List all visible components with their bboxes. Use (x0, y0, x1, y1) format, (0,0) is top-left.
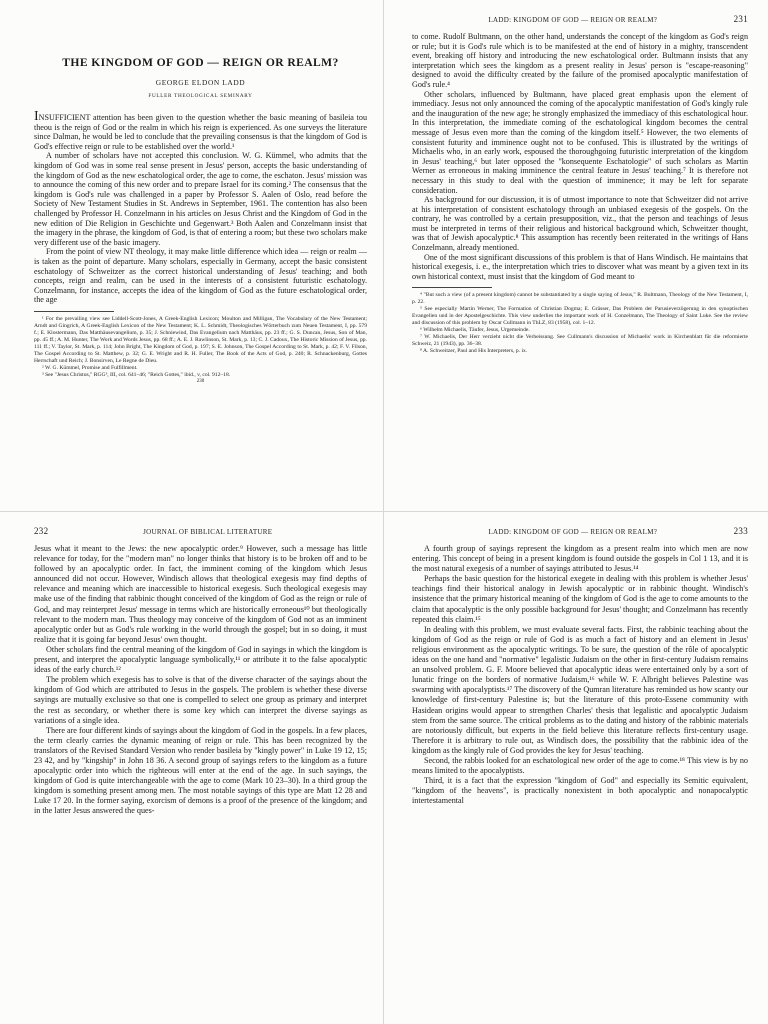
footnote: ⁸ A. Schweitzer, Paul and His Interpreters, p. ix. (420, 348, 528, 355)
paragraph: INSUFFICIENT attention has been given to the question whether the basic meaning of basileia tou theou is the reign of God or the realm in which his reign is experienced. As one surveys the literature since Dalman, he would be led to conclude that the prevailing consensus is that the kingdom of God is God's effective reign or rule to be established over the world.¹ (34, 109, 367, 151)
footnote: ¹ For the prevailing view see Liddell-Scott-Jones, A Greek-English Lexicon; Moulton and Milligan, The Vocabulary of the New Testament; Arndt and Gingrich, A Greek-English Lexicon of the New Testament; K. L. Schmidt, Theologisches Wörterbuch zum Neuen Testament, I, pp. 579 f.; E. Klostermann, Das Matthäusevangelium, p. 35; J. Schniewind, Das Evangelium nach Matthäus, pp. 23 ff.; G. S. Duncan, Jesus, Son of Man, pp. 45 ff.; A. M. Hunter, The Work and Words Jesus, pp. 68 ff.; A. E. J. Rawlinson, St. Mark, p. 13; C. J. Cadoux, The Historic Mission of Jesus, pp. 111 ff.; V. Taylor, St. Mark, p. 114; John Bright, The Kingdom of God, p. 197; S. E. Johnson, The Gospel According to St. Mark, p. 42; F. V. Filson, The Gospel According to St. Matthew, p. 32; G. E. Wright and R. H. Fuller, The Book of the Acts of God, p. 240; R. Schnackenburg, Gottes Herrschaft und Reich; J. Bonsirven, Le Regne de Dieu. (34, 315, 367, 364)
footnotes (34, 316, 367, 379)
article-title: THE KINGDOM OF GOD — REIGN OR REALM? (62, 56, 339, 69)
body-text (34, 544, 367, 817)
running-head-title: LADD: KINGDOM OF GOD — REIGN OR REALM? (488, 528, 658, 536)
paragraph: The problem which exegesis has to solve is that of the diverse character of the sayings about the kingdom of God which are attributed to Jesus in the gospels. The problem is whether these diverse sayings are mutually exclusive so that one is compelled to select one group as primary and interpret the rest as secondary, or whether there is some key which can interpret the diverse sayings as variations of a single idea. (34, 675, 367, 725)
paragraph: A number of scholars have not accepted this conclusion. W. G. Kümmel, who admits that the kingdom of God was in some real sense present in Jesus' person, accepts the basic understanding of the kingdom of God as the new eschatological order, the age to come, the eschaton. Jesus' mission was to announce the coming of this new order and to prepare Israel for its coming.² The consensus that the kingdom is God's rule was challenged in a paper by Professor S. Aalen of Oslo, read before the Society of New Testament Studies in St. Andrews in September, 1961. The contention has also been challenged by Professor H. Conzelmann in his articles on Jesus Christ and the Kingdom of God in the new edition of Die Religion in Geschichte und Gegenwart.³ Both Aalen and Conzelmann insist that the imagery in the phrase, the kingdom of God, is that of entering a room; but these two scholars make very different use of the basic imagery. (34, 151, 367, 247)
footnotes (412, 292, 748, 355)
footnote: ² W. G. Kümmel, Promise and Fulfillment. (42, 364, 138, 371)
folio: 230 (196, 379, 205, 385)
page-231 (384, 0, 768, 512)
body-text (412, 544, 748, 806)
paragraph: From the point of view NT theology, it may make little difference which idea — reign or realm — is taken as the point of departure. Many scholars, especially in Germany, accept the basic consistent eschatology of Schweitzer as the correct historical understanding of Jesus' teaching; and both concepts, reign and realm, can be used in the interests of a consistent futuristic eschatology. Conzelmann, for instance, accepts the idea of the kingdom of God as the future eschatological order, the age (34, 247, 367, 305)
article-author: GEORGE ELDON LADD (155, 78, 246, 87)
page-number: 232 (34, 526, 49, 536)
running-head (412, 14, 748, 26)
paragraph: Perhaps the basic question for the historical exegete in dealing with this problem is whether Jesus' teachings find their historical analogy in Jewish apocalyptic or in rabbinic thought. Windisch's insistence that the primary historical meaning of the kingdom of God is the age to come amounts to the claim that apocalyptic is the only possible background for Jesus' thought; and Conzelmann has recently repeated this claim.¹⁵ (412, 574, 748, 624)
paragraph: Third, it is a fact that the expression "kingdom of God" and especially its Semitic equivalent, "kingdom of the heavens", is practically nonexistent in both apocalyptic and nonapocalyptic intertestamental (412, 776, 748, 806)
paragraph: One of the most significant discussions of this problem is that of Hans Windisch. He maintains that historical exegesis, i. e., the interpretation which tries to discover what was meant by a given text in its own historical context, must insist that the kingdom of God meant to (412, 252, 748, 281)
footnote-rule (34, 311, 114, 312)
paragraph: Second, the rabbis looked for an eschatological new order of the age to come.¹⁸ This view is by no means limited to the apocalyptists. (412, 755, 748, 776)
running-head (412, 526, 748, 538)
paragraph: There are four different kinds of sayings about the kingdom of God in the gospels. In a few places, the term clearly carries the dynamic meaning of reign or rule. This has been recognized by the translators of the Revised Standard Version who render basileia by "kingly power" in Luke 19 12, 15; 23 42, and by "kingship" in John 18 36. A second group of sayings refers to the kingdom as a future apocalyptic order into which the righteous will enter at the end of the age. In such sayings, the kingdom of God is quite interchangeable with the age to come (Mark 10 23–30). In a third group the kingdom is something present among men. The most notable sayings of this type are Matt 12 28 and Luke 17 20. In the former saying, exorcism of demons is a proof of the presence of the kingdom; and in the latter Jesus answered the ques- (34, 725, 367, 816)
footnote: ⁵ See especially Martin Werner, The Formation of Christian Dogma; E. Grässer, Das Problem der Parusieverzögerung in den synoptischen Evangelien und in der Apostelgeschichte. This view underlies the important work of H. Conzelmann, The Theology of Saint Luke. See the review and discussion of this problem by Oscar Cullmann in ThLZ, 83 (1958), col. 1–12. (412, 306, 748, 327)
footnote: ³ See "Jesus Christus," RGG³, III, col. 641–46; "Reich Gottes," ibid., v, col. 912–18. (42, 371, 231, 378)
running-head (34, 526, 367, 538)
paragraph: Jesus what it meant to the Jews: the new apocalyptic order.⁹ However, such a message has little relevance for today, for the "modern man" no longer thinks that history is to be broken off and to be followed by an apocalyptic order. In fact, the imminent coming of the kingdom which Jesus announced did not occur. However, Windisch allows that theological exegesis may find depths of relevance and meaning which are inaccessible to historical exegesis. Such theological exegesis may make use of the finding that rabbinic thought conceived of the kingdom of God as the reign or rule of God, and may reinterpret Jesus' message in terms which are historically erroneous¹⁰ but theologically relevant to the modern man. Thus theology may conceive of the kingdom of God not as an imminent apocalyptic order but as God's rule working in the world through the gospel; but in so doing, it must realize that it is going far beyond Jesus' own thought. (34, 544, 367, 644)
running-head-title: LADD: KINGDOM OF GOD — REIGN OR REALM? (488, 16, 658, 24)
paragraph: Other scholars find the central meaning of the kingdom of God in sayings in which the kingdom is present, and interpret the apocalyptic language symbolically,¹¹ or attribute it to the false apocalyptic ideas of the early church.¹² (34, 644, 367, 675)
running-head-title: JOURNAL OF BIBLICAL LITERATURE (143, 528, 273, 536)
paragraph: A fourth group of sayings represent the kingdom as a present realm into which men are now entering. This concept of being in a present kingdom is found outside the gospels in Col 1 13, and it is the most natural exegesis of a number of sayings attributed to Jesus.¹⁴ (412, 544, 748, 574)
body-text (412, 32, 748, 281)
page-233 (384, 512, 768, 1024)
page-number: 231 (733, 14, 748, 24)
paragraph: In dealing with this problem, we must evaluate several facts. First, the rabbinic teaching about the kingdom of God as the reign or rule of God is as much a fact of history and an element in Jesus' religious environment as the apocalyptic writings. To be sure, the question of the rôle of apocalyptic ideas on the one hand and "normative" legalistic Judaism on the other in first-century Judaism remains an unsolved problem. G. F. Moore believed that apocalyptic ideas were entertained only by a sort of lunatic fringe on the borders of normative Judaism,¹⁶ while W. F. Albright believes Palestine was swarming with apocalyptists.¹⁷ The discovery of the Qumran literature has reminded us how scanty our knowledge of first-century Palestine is; but the literature of this proto-Essene community with Hasidean origins would appear to strengthen Charles' thesis that legalistic and apocalyptic Judaism stem from the same source. The critical problems as to the dating and history of the rabbinic materials are notoriously difficult, but experts in the field believe this literature reflects first-century usage. Therefore it is arbitrary to rule out, as Windisch does, the possibility that the rabbinic idea of the kingdom as the kingly rule of God provides the key for Jesus' teaching. (412, 624, 748, 755)
footnote: ⁶ Wilhelm Michaelis, Täufer, Jesus, Urgemeinde. (420, 327, 530, 334)
footnote: ⁷ W. Michaelis, Der Herr verzieht nicht die Verheissung. See Cullmann's discussion of Michaelis' work in Kirchenblatt für die reformierte Schweiz, 21 (1943), pp. 36–38. (412, 334, 748, 348)
article-affiliation: FULLER THEOLOGICAL SEMINARY (148, 93, 253, 99)
footnote-rule (412, 287, 492, 288)
paragraph: Other scholars, influenced by Bultmann, have placed great emphasis upon the element of immediacy. Jesus not only announced the coming of the apocalyptic manifestation of God's kingly rule and the inauguration of the new age; he strongly emphasized the immediacy of this eschatological hour. In this interpretation, the immediate coming of the eschatological kingdom becomes the central message of Jesus even more than the coming of the kingdom itself.⁵ However, the two elements of consistent futurity and imminence ought not to be confused. This is illustrated by the writings of Michaelis who, in an early work, espoused the thoroughgoing futuristic interpretation of the kingdom in Jesus' teaching,⁶ but later opposed the "konsequente Eschatologie" of such scholars as Martin Werner as erroneous in making imminence the central feature in Jesus' teaching.⁷ It is therefore not necessary in this study to deal with the question of imminence; it may be left for separate consideration. (412, 89, 748, 195)
page-230 (0, 0, 384, 512)
footnote: ⁴ "But such a view (of a present kingdom) cannot be substantiated by a single saying of Jesus," R. Bultmann, Theology of the New Testament, I, p. 22. (412, 292, 748, 306)
paragraph: As background for our discussion, it is of utmost importance to note that Schweitzer did not arrive at his interpretation of consistent eschatology through an unbiased exegesis of the gospels. On the contrary, he was controlled by a certain presupposition, viz., that the person and teachings of Jesus must be interpreted in terms of their religious and historical background which, Schweitzer thought, was that of Jewish apocalyptic.⁸ This assumption has recently been reiterated in the writings of Hans Conzelmann, already mentioned. (412, 195, 748, 253)
page-232 (0, 512, 384, 1024)
paragraph: to come. Rudolf Bultmann, on the other hand, understands the concept of the kingdom as God's reign or rule; but it is God's rule which is to be manifested at the end of history in a mighty, transcendent event, breaking off history and introducing the new eschatological order. Bultmann insists that any interpretation which sees the kingdom as a present reality in Jesus' person is "escape-reasoning" designed to avoid the difficulty created by the failure of the promised apocalyptic manifestation of God's rule.⁴ (412, 32, 748, 89)
page-number: 233 (733, 526, 748, 536)
body-text (34, 109, 367, 305)
